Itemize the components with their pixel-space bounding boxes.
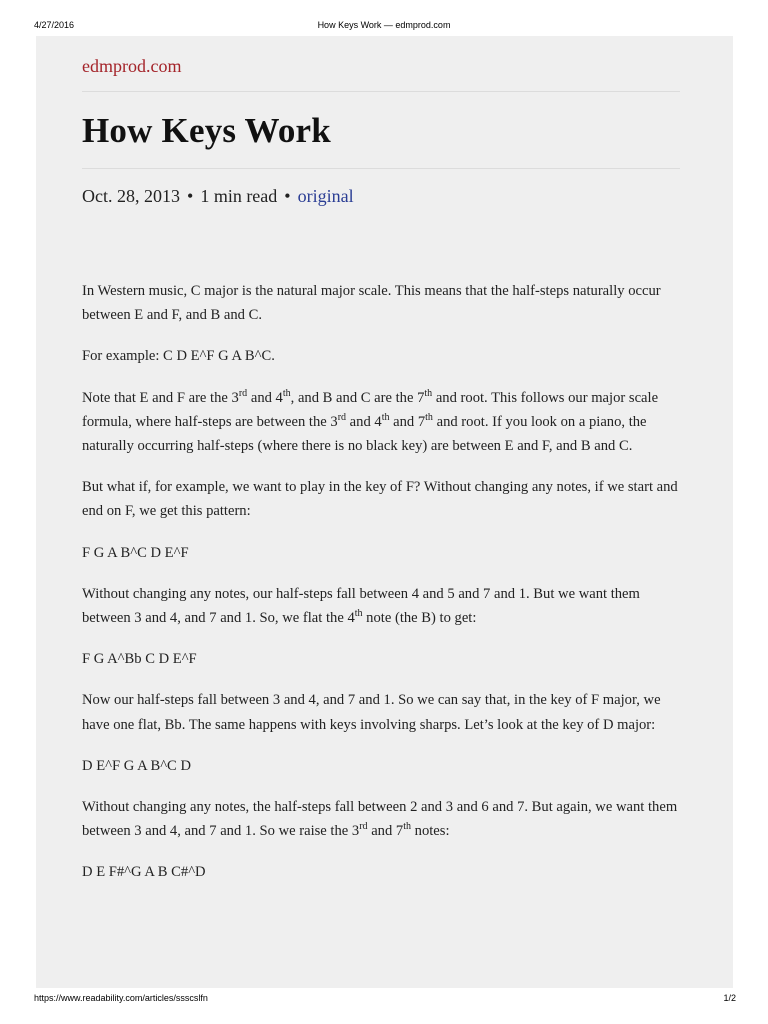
page-number: 1/2 [723,993,736,1003]
paragraph: D E F#^G A B C#^D [82,864,206,881]
print-page-title: How Keys Work — edmprod.com [317,20,451,30]
page-url: https://www.readability.com/articles/ssscslfn [34,993,208,1003]
meta-separator: • [284,186,291,206]
divider [82,168,680,169]
publish-date: Oct. 28, 2013 [82,186,180,206]
read-time: 1 min read [200,186,278,206]
print-header [0,0,768,36]
meta-separator: • [187,186,194,206]
divider [82,91,680,92]
article-body [82,279,682,902]
article-meta [82,186,354,207]
paragraph: Note that E and F are the 3rd and 4th, and B and C are the 7th and root. This follows our major scale formula, where half-steps are between the 3rd and 4th and 7th and root. If you look on a piano, the naturally occurring half-steps (where there is no black key) are between E and F, and B and C. [82,387,659,455]
paragraph: F G A B^C D E^F [82,544,189,561]
paragraph: Now our half-steps fall between 3 and 4, and 7 and 1. So we can say that, in the key of F major, we have one flat, Bb. The same happens with keys involving sharps. Let’s look at the key of D major: [82,692,661,733]
paragraph: D E^F G A B^C D [82,757,191,774]
original-link[interactable]: original [297,186,354,206]
paragraph: In Western music, C major is the natural major scale. This means that the half-steps naturally occur between E and F, and B and C. [82,283,661,324]
print-footer [0,988,768,1024]
print-date: 4/27/2016 [34,20,75,30]
article-page [36,36,733,988]
paragraph: F G A^Bb C D E^F [82,651,197,668]
article-headline: How Keys Work [82,111,331,150]
paragraph: For example: C D E^F G A B^C. [82,348,275,365]
paragraph: Without changing any notes, our half-steps fall between 4 and 5 and 7 and 1. But we want them between 3 and 4, and 7 and 1. So, we flat the 4th note (the B) to get: [82,585,640,627]
site-link[interactable]: edmprod.com [82,56,182,76]
paragraph: But what if, for example, we want to play in the key of F? Without changing any notes, if we start and end on F, we get this pattern: [82,479,678,520]
paragraph: Without changing any notes, the half-steps fall between 2 and 3 and 6 and 7. But again, we want them between 3 and 4, and 7 and 1. So we raise the 3rd and 7th notes: [82,799,678,840]
